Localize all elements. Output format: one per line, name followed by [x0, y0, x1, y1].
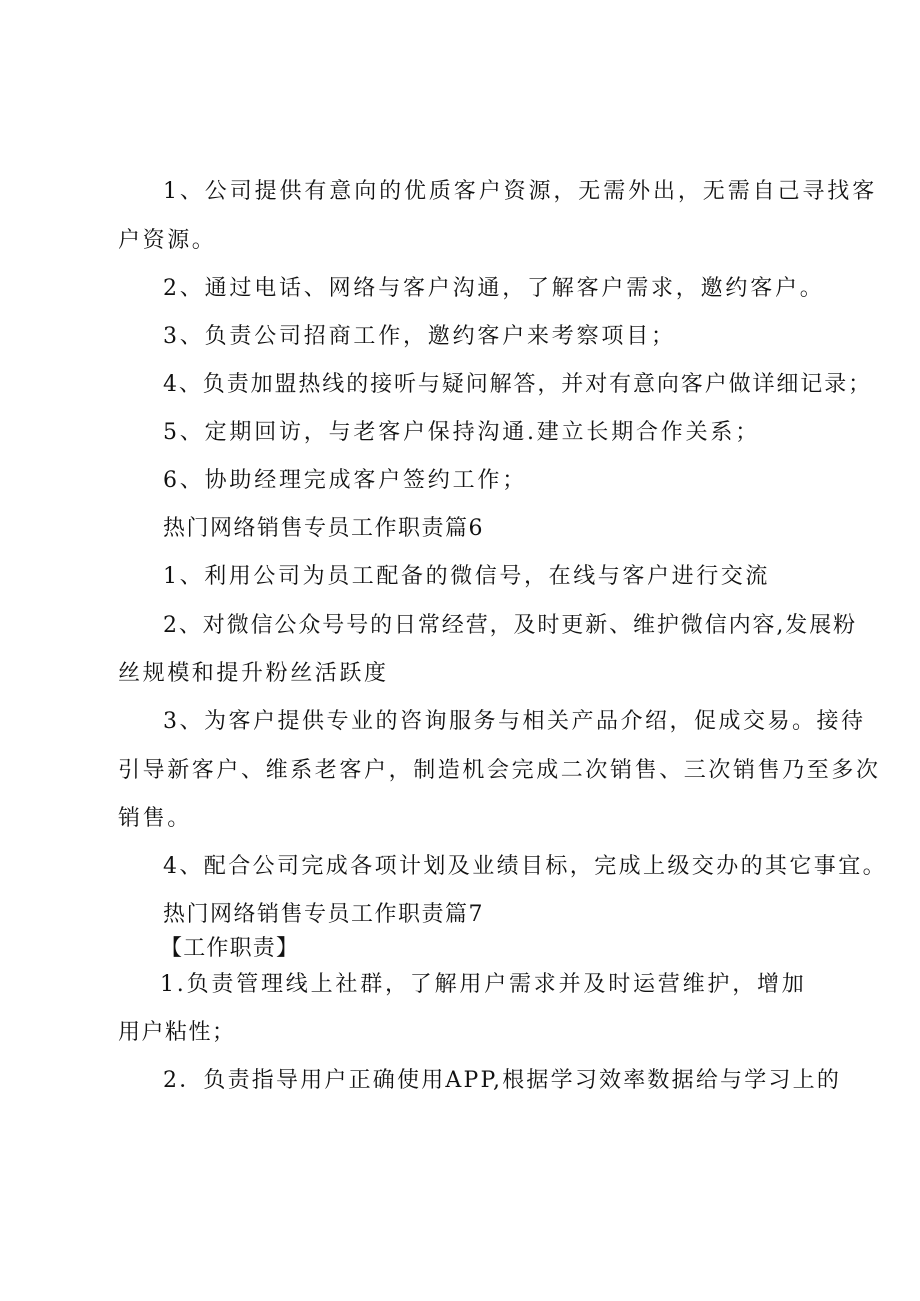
- paragraph-line-14: 4、配合公司完成各项计划及业绩目标，完成上级交办的其它事宜。: [163, 854, 887, 879]
- section-heading-6: 热门网络销售专员工作职责篇6: [163, 516, 484, 541]
- paragraph-line-6: 5、定期回访，与老客户保持沟通.建立长期合作关系；: [163, 420, 760, 445]
- paragraph-line-17: 2．负责指导用户正确使用APP,根据学习效率数据给与学习上的: [163, 1068, 842, 1093]
- paragraph-line-16: 用户粘性；: [118, 1020, 236, 1045]
- paragraph-line-9: 2、对微信公众号号的日常经营，及时更新、维护微信内容,发展粉: [163, 613, 857, 638]
- paragraph-line-13: 销售。: [118, 806, 192, 831]
- paragraph-line-3: 2、通过电话、网络与客户沟通，了解客户需求，邀约客户。: [163, 276, 825, 301]
- subsection-heading: 【工作职责】: [160, 936, 300, 961]
- paragraph-line-5: 4、负责加盟热线的接听与疑问解答，并对有意向客户做详细记录；: [163, 372, 872, 397]
- section-heading-7: 热门网络销售专员工作职责篇7: [163, 902, 484, 927]
- paragraph-line-15: 1.负责管理线上社群，了解用户需求并及时运营维护，增加: [160, 972, 807, 997]
- paragraph-line-1: 1、公司提供有意向的优质客户资源，无需外出，无需自己寻找客: [163, 179, 878, 204]
- paragraph-line-8: 1、利用公司为员工配备的微信号，在线与客户进行交流: [163, 564, 770, 589]
- paragraph-line-12: 引导新客户、维系老客户，制造机会完成二次销售、三次销售乃至多次: [118, 758, 881, 783]
- paragraph-line-4: 3、负责公司招商工作，邀约客户来考察项目；: [163, 324, 676, 349]
- paragraph-line-11: 3、为客户提供专业的咨询服务与相关产品介绍，促成交易。接待: [163, 709, 866, 734]
- paragraph-line-10: 丝规模和提升粉丝活跃度: [118, 661, 389, 686]
- paragraph-line-2: 户资源。: [118, 228, 217, 253]
- paragraph-line-7: 6、协助经理完成客户签约工作；: [163, 468, 527, 493]
